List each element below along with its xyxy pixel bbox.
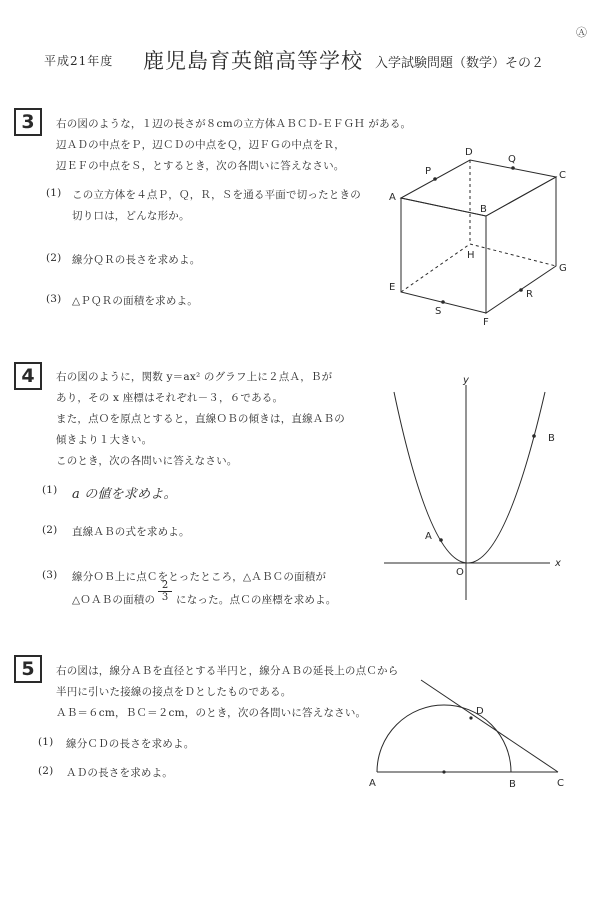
semicircle-label-d: D (476, 706, 484, 717)
question-3-number: 3 (14, 108, 42, 136)
semicircle-label-a: A (369, 778, 376, 789)
q3-intro-line-1: 右の図のような，１辺の長さが８cmの立方体ＡＢＣＤ‑ＥＦＧＨ がある。 (56, 118, 412, 130)
q5-intro-line-3: ＡＢ＝６cm，ＢＣ＝２cm，のとき，次の各問いに答えなさい。 (56, 707, 367, 719)
question-4-number: 4 (14, 362, 42, 390)
q3-item-1-text-cont: 切り口は，どんな形か。 (72, 210, 190, 222)
corner-mark: Ⓐ (576, 26, 587, 39)
q4-intro-line-5: このとき，次の各問いに答えなさい。 (56, 455, 238, 467)
cube-hidden-edge-eh (401, 244, 470, 292)
cube-label-b: B (480, 204, 487, 215)
q4-intro-line-3: また，点Ｏを原点とすると，直線ＯＢの傾きは，直線ＡＢの (56, 413, 345, 425)
tangent-point-d (469, 716, 472, 719)
header-exam-title: 入学試験問題（数学）その２ (375, 56, 545, 71)
cube-label-e: E (389, 282, 396, 293)
semicircle-center (442, 770, 445, 773)
q3-item-3-number: (3) (46, 293, 62, 305)
graph-label-b: B (548, 433, 555, 444)
header-year: 平成21年度 (44, 54, 114, 68)
point-a (439, 538, 443, 542)
point-b (532, 434, 536, 438)
cube-label-s: S (435, 306, 442, 317)
q3-item-1-number: (1) (46, 187, 62, 199)
q3-intro-line-3: 辺ＥＦの中点をＳ，とするとき，次の各問いに答えなさい。 (56, 160, 345, 172)
cube-label-d: D (465, 147, 473, 158)
q5-intro-line-2: 半円に引いた接線の接点をＤとしたものである。 (56, 686, 292, 698)
cube-hidden-edge-hg (470, 244, 556, 266)
q4-item-3-text-b: になった。点Ｃの座標を求めよ。 (176, 594, 337, 606)
point-q (511, 166, 515, 170)
q4-intro-line-1: 右の図のように，関数 y＝ax² のグラフ上に２点Ａ，Ｂが (56, 371, 333, 383)
origin-label: O (456, 567, 464, 578)
fraction-denominator: 3 (161, 592, 169, 603)
header-school-name: 鹿児島育英館高等学校 (143, 49, 363, 73)
semicircle-label-c: C (557, 778, 564, 789)
cube-label-q: Q (508, 154, 516, 165)
cube-right-face (486, 177, 556, 313)
cube-label-h: H (467, 250, 475, 261)
q4-intro-line-4: 傾きより１大きい。 (56, 434, 153, 446)
parabola-curve (394, 392, 545, 563)
q4-item-3-text: 線分ＯＢ上に点Ｃをとったところ，△ＡＢＣの面積が (72, 571, 327, 583)
point-r (519, 288, 523, 292)
q5-item-1-text: 線分ＣＤの長さを求めよ。 (66, 738, 195, 750)
q3-item-3-text: △ＰＱＲの面積を求めよ。 (72, 295, 198, 307)
q3-item-2-number: (2) (46, 252, 62, 264)
q3-intro-line-2: 辺ＡＤの中点をＰ，辺ＣＤの中点をＱ，辺ＦＧの中点をＲ， (56, 139, 345, 151)
q4-intro-line-2: あり，その x 座標はそれぞれ－３，６である。 (56, 392, 284, 404)
cube-label-g: G (559, 263, 567, 274)
q5-intro-line-1: 右の図は，線分ＡＢを直径とする半円と，線分ＡＢの延長上の点Ｃから (56, 665, 399, 677)
q4-item-2-text: 直線ＡＢの式を求めよ。 (72, 526, 190, 538)
cube-label-r: R (526, 289, 533, 300)
question-5-number: 5 (14, 655, 42, 683)
semicircle-arc (377, 705, 511, 772)
q3-item-2-text: 線分ＱＲの長さを求めよ。 (72, 254, 201, 266)
q4-item-3-number: (3) (42, 569, 58, 581)
fraction-numerator: 2 (161, 580, 169, 591)
cube-midpoints (433, 166, 523, 304)
cube-label-f: F (483, 317, 489, 328)
semicircle-label-b: B (509, 779, 516, 790)
axis-label-y: y (463, 375, 469, 386)
q4-item-2-number: (2) (42, 524, 58, 536)
graph-label-a: A (425, 531, 432, 542)
point-p (433, 177, 437, 181)
cube-label-p: P (425, 166, 432, 177)
cube-label-c: C (559, 170, 566, 181)
q4-item-1-number: (1) (42, 484, 58, 496)
q5-item-2-text: ＡＤの長さを求めよ。 (66, 767, 173, 779)
q3-item-1-text: この立方体を４点Ｐ，Ｑ，Ｒ，Ｓを通る平面で切ったときの (72, 189, 361, 201)
point-s (441, 300, 445, 304)
q4-item-3-text-a: △ＯＡＢの面積の (72, 594, 156, 606)
q4-item-1-text: a の値を求めよ。 (72, 487, 177, 502)
semicircle-figure (377, 680, 558, 772)
parabola-figure (384, 385, 550, 600)
tangent-line (421, 680, 558, 772)
q5-item-1-number: (1) (38, 736, 54, 748)
axis-label-x: x (555, 558, 561, 569)
cube-label-a: A (389, 192, 396, 203)
q5-item-2-number: (2) (38, 765, 54, 777)
